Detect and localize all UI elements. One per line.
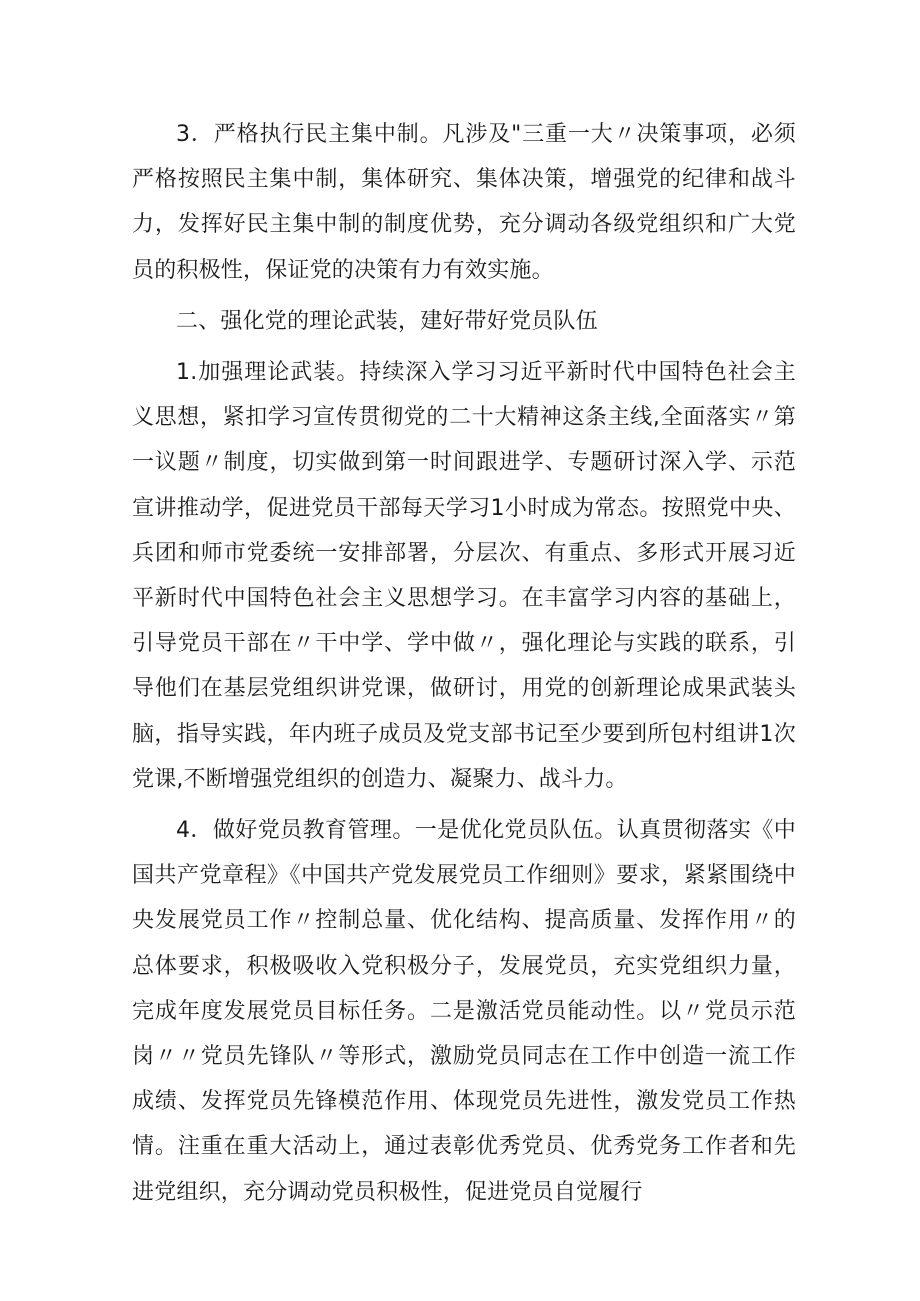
paragraph-theory-study: 1.加强理论武装。持续深入学习习近平新时代中国特色社会主义思想，紧扣学习宣传贯彻党的二十大精神这条主线,全面落实〃第一议题〃制度，切实做到第一时间跟进学、专题研讨深入学、示范宣讲推动学，促进党员干部每天学习1小时成为常态。按照党中央、兵团和师市党委统一安排部署，分层次、有重点、多形式开展习近平新时代中国特色社会主义思想学习。在丰富学习内容的基础上，引导党员干部在〃干中学、学中做〃，强化理论与实践的联系，引导他们在基层党组织讲党课，做研讨，用党的创新理论成果武装头脑，指导实践，年内班子成员及党支部书记至少要到所包村组讲1次党课,不断增强党组织的创造力、凝聚力、战斗力。	[132, 360, 796, 792]
section-heading-theory-arming: 二、强化党的理论武装，建好带好党员队伍	[176, 308, 598, 334]
document-body	[132, 112, 796, 1215]
paragraph-democratic-centralism: 3．严格执行民主集中制。凡涉及"三重一大〃决策事项，必须严格按照民主集中制，集体研究、集体决策，增强党的纪律和战斗力，发挥好民主集中制的制度优势，充分调动各级党组织和广大党员的积极性，保证党的决策有力有效实施。	[132, 122, 796, 283]
paragraph-party-member-management: 4．做好党员教育管理。一是优化党员队伍。认真贯彻落实《中国共产党章程》《中国共产党发展党员工作细则》要求，紧紧围绕中央发展党员工作〃控制总量、优化结构、提高质量、发挥作用〃的总体要求，积极吸收入党积极分子，发展党员，充实党组织力量，完成年度发展党员目标任务。二是激活党员能动性。以〃党员示范岗〃〃党员先锋队〃等形式，激励党员同志在工作中创造一流工作成绩、发挥党员先锋模范作用、体现党员先进性，激发党员工作热情。注重在重大活动上，通过表彰优秀党员、优秀党务工作者和先进党组织，充分调动党员积极性，促进党员自觉履行	[132, 818, 796, 1205]
